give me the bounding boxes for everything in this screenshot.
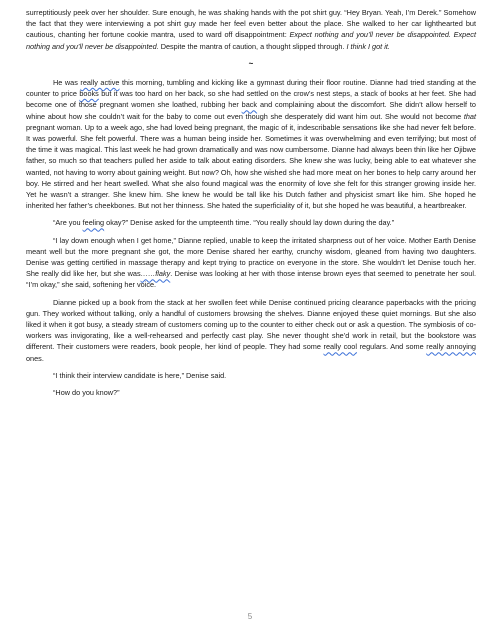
text: okay?” Denise asked for the umpteenth time. “You really should lay down during the day.” [104, 218, 395, 228]
grammar-flag[interactable]: feeling [82, 218, 105, 228]
text: Dianne picked up a book from the stack at her swollen feet while Denise continued pricing clearance paperbacks with the pricing gun. They worked without talking, only a handful of customers browsing the shelves. Dianne enjoyed these quiet mornings. But she also liked it when it got busy, a steady stream of customers coming up to the counter to either check out or ask a question. The symbiosis of co-workers was invigorating, like a well-rehearsed and perfectly cast play. She never thought she’d work in retail, but the bookstore was different. Their customers were readers, book people, her kind of people. They had some [26, 297, 476, 352]
italic-text: that [463, 111, 476, 121]
paragraph-3 [26, 217, 476, 228]
grammar-flag[interactable]: books [79, 89, 99, 99]
text: surreptitiously peek over her shoulder. Sure enough, he was shaking hands with the pot shirt guy. “Hey Bryan. Yeah, I’m Derek.” Somehow the fact that they were interviewing a pot shirt guy made her feel even better about the place. She walked to her car lighthearted but cautious, chanting her fortune cookie mantra, used to ward off disappointment: [26, 8, 476, 40]
text: and complaining about the discomfort. She didn’t allow herself to whine about how she couldn’t wait for the baby to come out even though she desperately did want him out. She would not become [26, 100, 476, 121]
paragraph-4 [26, 235, 476, 291]
text: “I lay down enough when I get home,” Dianne replied, unable to keep the irritated sharpness out of her voice. Mother Earth Denise meant well but the more pregnant she got, the more Denise shared her earthy, crunchy wisdom, gleaned from having two daughters. Denise was getting certified in massage therapy and kept trying to practice on everyone in the store. She wouldn’t let Denise touch her. She really did like her, but she was [26, 235, 476, 279]
paragraph-1 [26, 7, 476, 52]
grammar-flag[interactable]: really cool [323, 342, 357, 352]
paragraph-2 [26, 77, 476, 211]
grammar-flag[interactable]: ……flaky [140, 269, 171, 279]
paragraph-6: “I think their interview candidate is here,” Denise said. [53, 370, 227, 380]
paragraph-5 [26, 297, 476, 364]
text: but it was too hard on her back, so she had settled on the crow’s nest steps, a stack of books at her feet. She had become one of those pregnant women she loathed, rubbing her [26, 89, 476, 110]
text: pregnant woman. Up to a week ago, she had loved being pregnant, the magic of it, indescribable sensations like she had never felt before. It was powerful. She felt powerful. There was a human being inside her. Sometimes it was overwhelming and even terrifying; but most of the time it was magical. This last week he had grown dramatically and was now cumbersome. Dianne had always been thin like her Ojibwe father, so much so that teachers pulled her aside to talk about eating disorders. She knew she was lucky, being able to eat whatever she wanted, not having to worry about gaining weight. But now? Oh, how she wished she had more meat on her bones to help carry around her boy. He stirred and her heart swelled. What she also found magical was the enormity of love she felt for this stranger growing inside her. Yet he wasn’t a stranger. She knew him. She knew he would be tall like his Dutch father and physicist smart like him. She hoped he inherited her father’s cheekbones. But not her thinness. She hated the superficiality of it, but she hoped he was beautiful, a heartbreaker. [26, 122, 476, 211]
text: . Denise was looking at her with those intense brown eyes that seemed to penetrate her soul. “I’m okay,” she said, softening her voice. [26, 269, 477, 290]
text: ones. [26, 353, 44, 363]
grammar-flag[interactable]: back [241, 100, 258, 110]
italic-text: Expect nothing and you’ll never be disappointed. Expect nothing and you’ll never be disappointed. [26, 30, 476, 51]
section-divider: ~ [248, 58, 254, 68]
page-number: 5 [247, 612, 253, 621]
text: Despite the mantra of caution, a thought slipped through. [158, 41, 347, 51]
paragraph-7: “How do you know?” [53, 388, 120, 398]
grammar-flag[interactable]: really active [80, 78, 120, 88]
text: regulars. And some [356, 342, 427, 352]
text: this morning, tumbling and kicking like a gymnast during their floor routine. Dianne had tried standing at the counter to price [26, 78, 477, 99]
grammar-flag[interactable]: really annoying [426, 342, 476, 352]
italic-text: I think I got it. [346, 41, 390, 51]
text: “Are you [53, 218, 83, 228]
text: He was [53, 78, 81, 88]
